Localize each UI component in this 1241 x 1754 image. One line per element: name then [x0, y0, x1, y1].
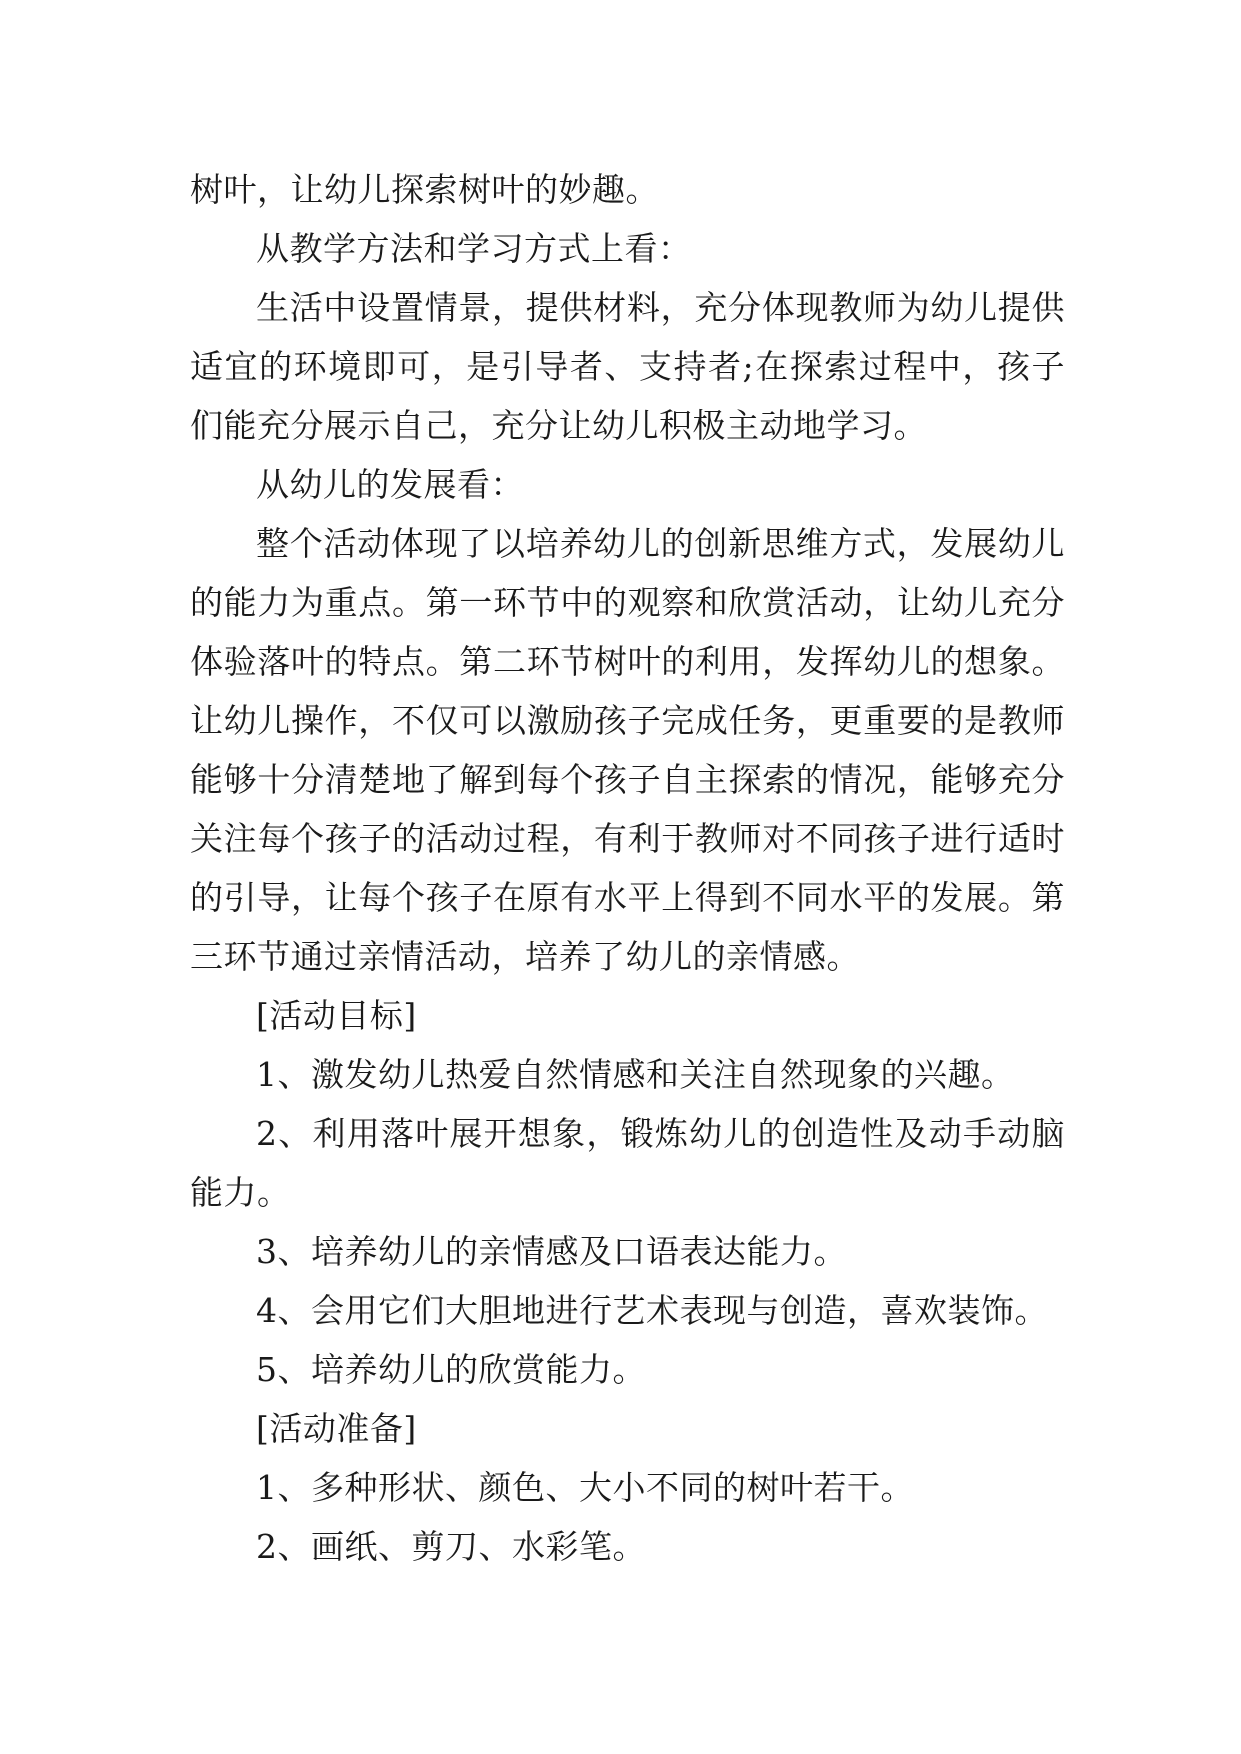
section-heading-child-development: 从幼儿的发展看： — [256, 465, 524, 504]
paragraph: 生活中设置情景，提供材料，充分体现教师为幼儿提供适宜的环境即可，是引导者、支持者;在探索过程中，孩子们能充分展示自己，充分让幼儿积极主动地学习。 — [190, 288, 1065, 445]
goal-item: 5、培养幼儿的欣赏能力。 — [256, 1350, 646, 1389]
paragraph: 整个活动体现了以培养幼儿的创新思维方式，发展幼儿的能力为重点。第一环节中的观察和欣赏活动，让幼儿充分体验落叶的特点。第二环节树叶的利用，发挥幼儿的想象。让幼儿操作，不仅可以激励孩子完成任务，更重要的是教师能够十分清楚地了解到每个孩子自主探索的情况，能够充分关注每个孩子的活动过程，有利于教师对不同孩子进行适时的引导，让每个孩子在原有水平上得到不同水平的发展。第三环节通过亲情活动，培养了幼儿的亲情感。 — [190, 524, 1065, 976]
goal-item: 4、会用它们大胆地进行艺术表现与创造，喜欢装饰。 — [256, 1291, 1048, 1330]
goal-item: 2、利用落叶展开想象，锻炼幼儿的创造性及动手动脑能力。 — [190, 1114, 1065, 1212]
section-heading-activity-preparation: [活动准备] — [256, 1409, 417, 1448]
preparation-item: 2、画纸、剪刀、水彩笔。 — [256, 1527, 646, 1566]
section-heading-activity-goals: [活动目标] — [256, 996, 417, 1035]
goal-item: 1、激发幼儿热爱自然情感和关注自然现象的兴趣。 — [256, 1055, 1015, 1094]
document-body — [190, 160, 1065, 1576]
preparation-item: 1、多种形状、颜色、大小不同的树叶若干。 — [256, 1468, 914, 1507]
paragraph: 树叶，让幼儿探索树叶的妙趣。 — [190, 170, 659, 209]
section-heading-teaching-method: 从教学方法和学习方式上看： — [256, 229, 692, 268]
goal-item: 3、培养幼儿的亲情感及口语表达能力。 — [256, 1232, 847, 1271]
